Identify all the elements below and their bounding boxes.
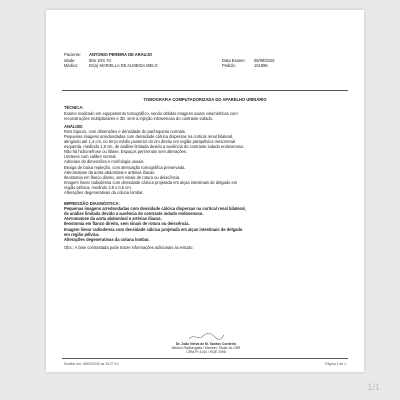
age-label: Idade: — [64, 57, 76, 63]
analysis-line: Rins tópicos, com dimensões e densidade do parênquima normais. — [64, 128, 186, 134]
order-value: 101896 — [254, 63, 268, 69]
analysis-line: Ureteres com calibre normal. — [64, 154, 117, 160]
report-body — [64, 97, 346, 250]
doctor-row — [64, 63, 354, 69]
patient-name: ANTONIO PEREIRA DE ARAUJO — [89, 52, 153, 57]
analysis-text — [64, 129, 346, 195]
impression-line: de análise limitada devido a ausência do contraste iodado endovenoso. — [64, 211, 204, 217]
technique-line: Exame realizado em equipamento tomográfico, sendo obtidas imagens axiais volumétricas com — [64, 110, 238, 116]
analysis-line: Pequenas imagens arredondadas com densidade cálcica dispersas na cortical renal bilateral, — [64, 133, 234, 139]
report-page — [46, 10, 364, 372]
issued-timestamp: Emitido em: 08/09/2025 às 15:27:10 — [64, 362, 119, 366]
impression-line: Imagem linear radiodensa com densidade cálcica projetada em alças intestinais de delgado — [64, 226, 243, 232]
signature-scribble — [186, 332, 226, 342]
impression-line: Alterações degenerativas da coluna lombar. — [64, 236, 150, 242]
analysis-line: região pélvica, medindo 3,9 x 0,6 cm. — [64, 184, 132, 190]
impression-line: Pequenas imagens arredondadas com densidade cálcica dispersas na cortical renal bilateral, — [64, 206, 246, 212]
analysis-line: Adrenais de dimensões e morfologia usuais. — [64, 159, 145, 165]
page-number: Página 1 de 1 — [325, 362, 346, 366]
exam-date-value: 05/09/2025 — [254, 57, 275, 63]
analysis-line: Não há hidronefrose ou litíase. Espaços perirrenais sem alterações. — [64, 149, 188, 155]
patient-name-label: Paciente: — [64, 52, 82, 57]
impression-heading: IMPRESSÃO DIAGNÓSTICA: — [64, 201, 120, 207]
technique-line: reconstruções multiplanares e 3D, sem a injeção intravenosa do contraste iodado. — [64, 115, 214, 121]
impression-line: Ileostomia em flanco direito, sem sinais de rotura ou deiscência. — [64, 221, 190, 227]
analysis-line: Imagem linear radiodensa com densidade cálcica projetada em alças intestinais de delgado em — [64, 179, 238, 185]
analysis-line: Ateromatose da aorta abdominal e artérias ilíacas. — [64, 169, 156, 175]
signature-name: Dr. João Neiva de M. Santos Cordeiro — [175, 342, 237, 346]
patient-info — [64, 52, 354, 69]
exam-date-label: Data Exame: — [222, 57, 246, 63]
analysis-line: esquerda, medindo 1,9 cm, de análise limitada devido a ausência do contraste iodado endovenoso. — [64, 144, 245, 150]
footer-divider — [62, 358, 348, 359]
technique-text — [64, 111, 346, 121]
signature-title: Médico Radiologista / Membro Titular do CBR — [171, 346, 241, 351]
analysis-line: Bexiga de baixa repleção, com atenuação tomográfica preservada. — [64, 164, 186, 170]
analysis-line: atingindo até 1,4 cm, no terço médio posterior do rim direito em região parapélvica mesorrenal — [64, 139, 236, 145]
impression-line: em região pélvica. — [64, 231, 100, 237]
technique-heading: TÉCNICA: — [64, 105, 84, 111]
age-value: 80a 10m 7d — [89, 57, 111, 63]
analysis-line: Alterações degenerativas da coluna lombar. — [64, 189, 144, 195]
doctor-value: Dr(a) MARIELLA DE ALMEIDA MELO — [89, 63, 158, 69]
viewer-page-counter: 1/1 — [367, 382, 380, 392]
report-title: TOMOGRAFIA COMPUTADORIZADA DO APARELHO URINÁRIO — [143, 97, 267, 102]
observation-note: Obs.: A fase contrastada pode trazer informações adicionais ao estudo. — [64, 244, 194, 250]
analysis-line: Ileostomia em flanco direito, sem sinais de rotura ou deiscência. — [64, 174, 181, 180]
signature-block — [146, 332, 266, 355]
impression-text — [64, 206, 346, 242]
impression-line: Ateromatose da aorta abdominal e artérias ilíacas. — [64, 216, 162, 222]
analysis-heading: ANÁLISE: — [64, 123, 84, 129]
signature-registration: CRM-PI 4144 / RQE 2098 — [186, 350, 226, 355]
doctor-label: Médico: — [64, 63, 79, 69]
header-divider — [62, 90, 348, 91]
order-label: Pedido: — [222, 63, 236, 69]
